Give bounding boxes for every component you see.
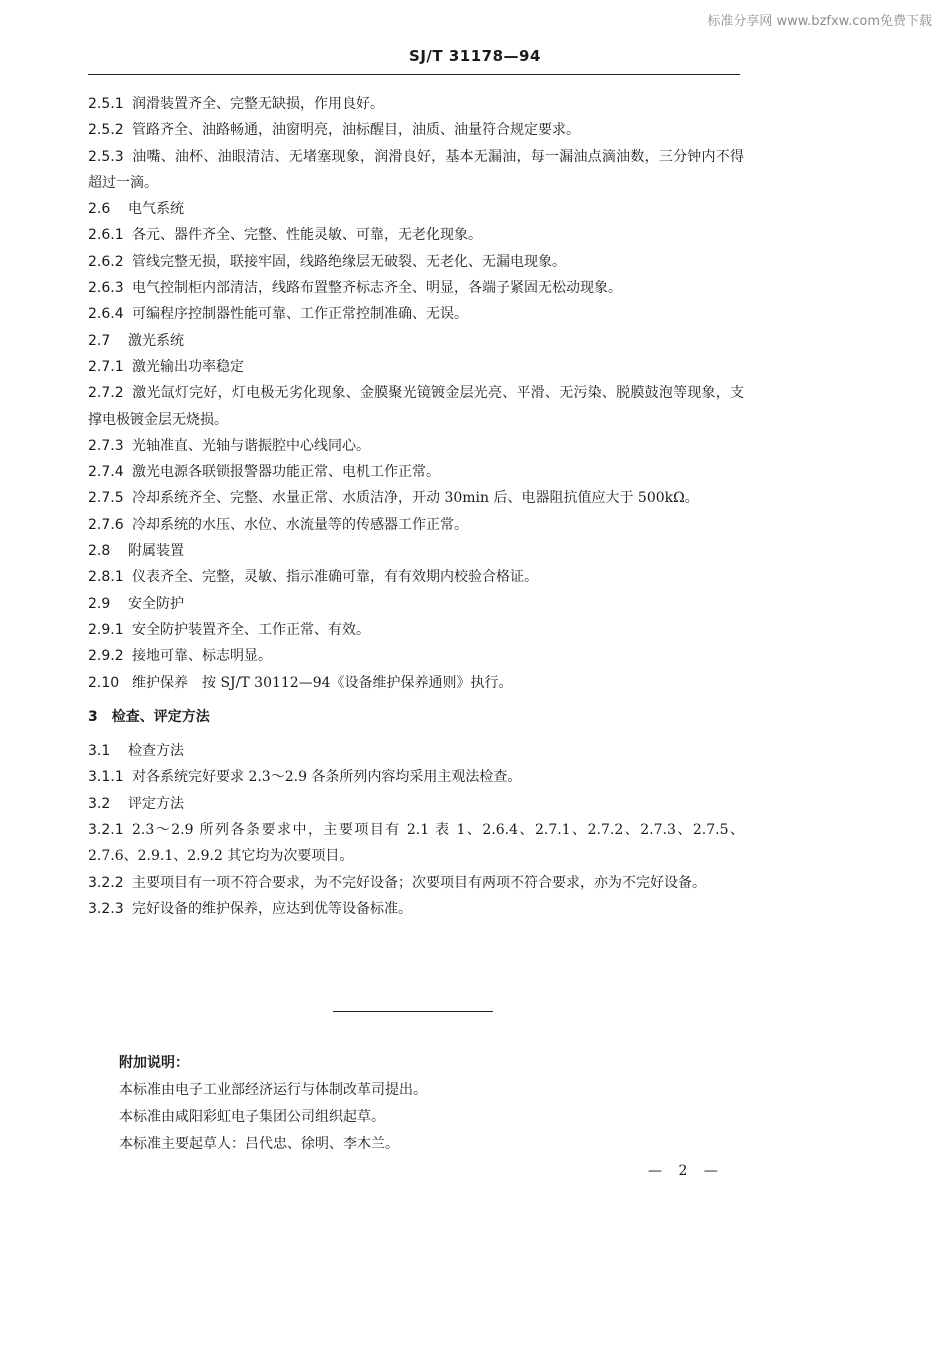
clause-number: 3.1 <box>88 743 111 760</box>
clause-text: 检查方法 <box>128 743 184 760</box>
clause-text: 各元、器件齐全、完整、性能灵敏、可靠，无老化现象。 <box>132 227 482 244</box>
clause-text: 主要项目有一项不符合要求，为不完好设备；次要项目有两项不符合要求，亦为不完好设备。 <box>132 874 706 891</box>
clause-2-6 <box>88 196 744 222</box>
clause-2-8-1 <box>88 564 744 590</box>
clause-2-5-1 <box>88 91 744 117</box>
clause-text: 电气控制柜内部清洁，线路布置整齐标志齐全、明显，各端子紧固无松动现象。 <box>132 280 622 297</box>
clause-2-7-2 <box>88 380 744 433</box>
clause-number: 2.7 <box>88 332 111 349</box>
clause-2-7-6 <box>88 512 744 538</box>
clause-number: 2.8 <box>88 543 111 560</box>
clause-number: 2.6.2 <box>88 253 124 270</box>
clause-2-5-3 <box>88 144 744 197</box>
clause-text: 管路齐全、油路畅通，油窗明亮，油标醒目，油质、油量符合规定要求。 <box>132 122 580 139</box>
clause-3-2-2 <box>88 870 744 896</box>
clause-3-2-3 <box>88 896 744 922</box>
clause-text: 安全防护装置齐全、工作正常、有效。 <box>132 621 370 638</box>
clause-text: 接地可靠、标志明显。 <box>132 648 272 665</box>
clause-number: 2.10 <box>88 674 120 691</box>
clause-2-7-3 <box>88 433 744 459</box>
clause-number: 3.2 <box>88 795 111 812</box>
clause-2-6-2 <box>88 249 744 275</box>
clause-2-9-1 <box>88 617 744 643</box>
document-body <box>88 91 744 922</box>
clause-text: 激光电源各联锁报警器功能正常、电机工作正常。 <box>132 464 440 481</box>
clause-3-1-1 <box>88 764 744 790</box>
clause-number: 2.5.2 <box>88 122 124 139</box>
clause-text: 电气系统 <box>128 201 184 218</box>
clause-text: 安全防护 <box>128 595 184 612</box>
clause-text: 冷却系统齐全、完整、水量正常、水质洁净，开动 30min 后、电器阻抗值应大于 500kΩ。 <box>132 490 699 507</box>
clause-text: 激光氙灯完好，灯电极无劣化现象、金膜聚光镜镀金层光亮、平滑、无污染、脱膜鼓泡等现象，支撑电极镀金层无烧损。 <box>88 385 744 428</box>
clause-text: 激光系统 <box>128 332 184 349</box>
clause-number: 2.6.1 <box>88 227 124 244</box>
standard-code-header: SJ/T 31178—94 <box>409 47 541 65</box>
clause-number: 2.7.5 <box>88 490 124 507</box>
watermark: 标准分享网 www.bzfxw.com免费下载 <box>707 14 932 29</box>
clause-2-7-1 <box>88 354 744 380</box>
clause-number: 2.6.3 <box>88 280 124 297</box>
clause-number: 2.9 <box>88 595 111 612</box>
clause-text: 可编程序控制器性能可靠、工作正常控制准确、无误。 <box>132 306 468 323</box>
appendix-line: 本标准由电子工业部经济运行与体制改革司提出。 <box>119 1082 427 1098</box>
clause-2-9-2 <box>88 643 744 669</box>
clause-text: 激光输出功率稳定 <box>132 358 244 375</box>
appendix-title: 附加说明： <box>119 1055 189 1071</box>
clause-2-7-5 <box>88 485 744 511</box>
clause-text: 对各系统完好要求 2.3～2.9 各条所列内容均采用主观法检查。 <box>132 769 522 786</box>
clause-number: 2.8.1 <box>88 569 124 586</box>
clause-number: 2.7.4 <box>88 464 124 481</box>
clause-text: 管线完整无损，联接牢固，线路绝缘层无破裂、无老化、无漏电现象。 <box>132 253 566 270</box>
clause-2-7 <box>88 328 744 354</box>
appendix-line: 本标准主要起草人：吕代忠、徐明、李木兰。 <box>119 1136 399 1152</box>
appendix-line: 本标准由咸阳彩虹电子集团公司组织起草。 <box>119 1109 385 1125</box>
clause-number: 2.9.2 <box>88 648 124 665</box>
clause-2-6-4 <box>88 301 744 327</box>
clause-number: 3.2.1 <box>88 822 124 839</box>
clause-number: 3.2.3 <box>88 900 124 917</box>
clause-2-9 <box>88 591 744 617</box>
clause-number: 2.5.1 <box>88 96 124 112</box>
clause-text: 仪表齐全、完整，灵敏、指示准确可靠，有有效期内校验合格证。 <box>132 569 538 586</box>
clause-text: 2.3～2.9 所列各条要求中，主要项目有 2.1 表 1、2.6.4、2.7.1、2.7.2、2.7.3、2.7.5、2.7.6、2.9.1、2.9.2 其它均为次要项目。 <box>88 822 744 865</box>
clause-2-6-3 <box>88 275 744 301</box>
header-rule <box>88 74 740 75</box>
section-3-heading: 3 检查、评定方法 <box>88 708 210 725</box>
clause-3-2 <box>88 791 744 817</box>
clause-number: 2.5.3 <box>88 148 124 165</box>
appendix-notes <box>119 1050 427 1158</box>
clause-number: 2.7.3 <box>88 437 124 454</box>
clause-2-7-4 <box>88 459 744 485</box>
clause-text: 附属装置 <box>128 543 184 560</box>
end-of-text-rule <box>333 1011 493 1012</box>
clause-text: 完好设备的维护保养，应达到优等设备标准。 <box>132 900 412 917</box>
clause-number: 3.2.2 <box>88 874 124 891</box>
clause-3-1 <box>88 738 744 764</box>
clause-2-6-1 <box>88 222 744 248</box>
clause-2-8 <box>88 538 744 564</box>
clause-number: 2.7.1 <box>88 358 124 375</box>
clause-number: 2.6.4 <box>88 306 124 323</box>
clause-text: 冷却系统的水压、水位、水流量等的传感器工作正常。 <box>132 516 468 533</box>
clause-text: 油嘴、油杯、油眼清洁、无堵塞现象，润滑良好，基本无漏油，每一漏油点滴油数，三分钟内不得超过一滴。 <box>88 148 744 191</box>
clause-number: 3.1.1 <box>88 769 124 786</box>
clause-text: 光轴准直、光轴与谐振腔中心线同心。 <box>132 437 370 454</box>
clause-text: 评定方法 <box>128 795 184 812</box>
clause-text: 润滑装置齐全、完整无缺损，作用良好。 <box>132 96 384 112</box>
clause-number: 2.6 <box>88 201 111 218</box>
clause-2-10 <box>88 670 744 696</box>
clause-2-5-2 <box>88 117 744 143</box>
clause-3-2-1 <box>88 817 744 870</box>
clause-number: 2.9.1 <box>88 621 124 638</box>
clause-text: 维护保养 按 SJ/T 30112—94《设备维护保养通则》执行。 <box>132 674 513 691</box>
clause-number: 2.7.2 <box>88 385 124 402</box>
clause-number: 2.7.6 <box>88 516 124 533</box>
page-number: — 2 — <box>648 1163 724 1179</box>
